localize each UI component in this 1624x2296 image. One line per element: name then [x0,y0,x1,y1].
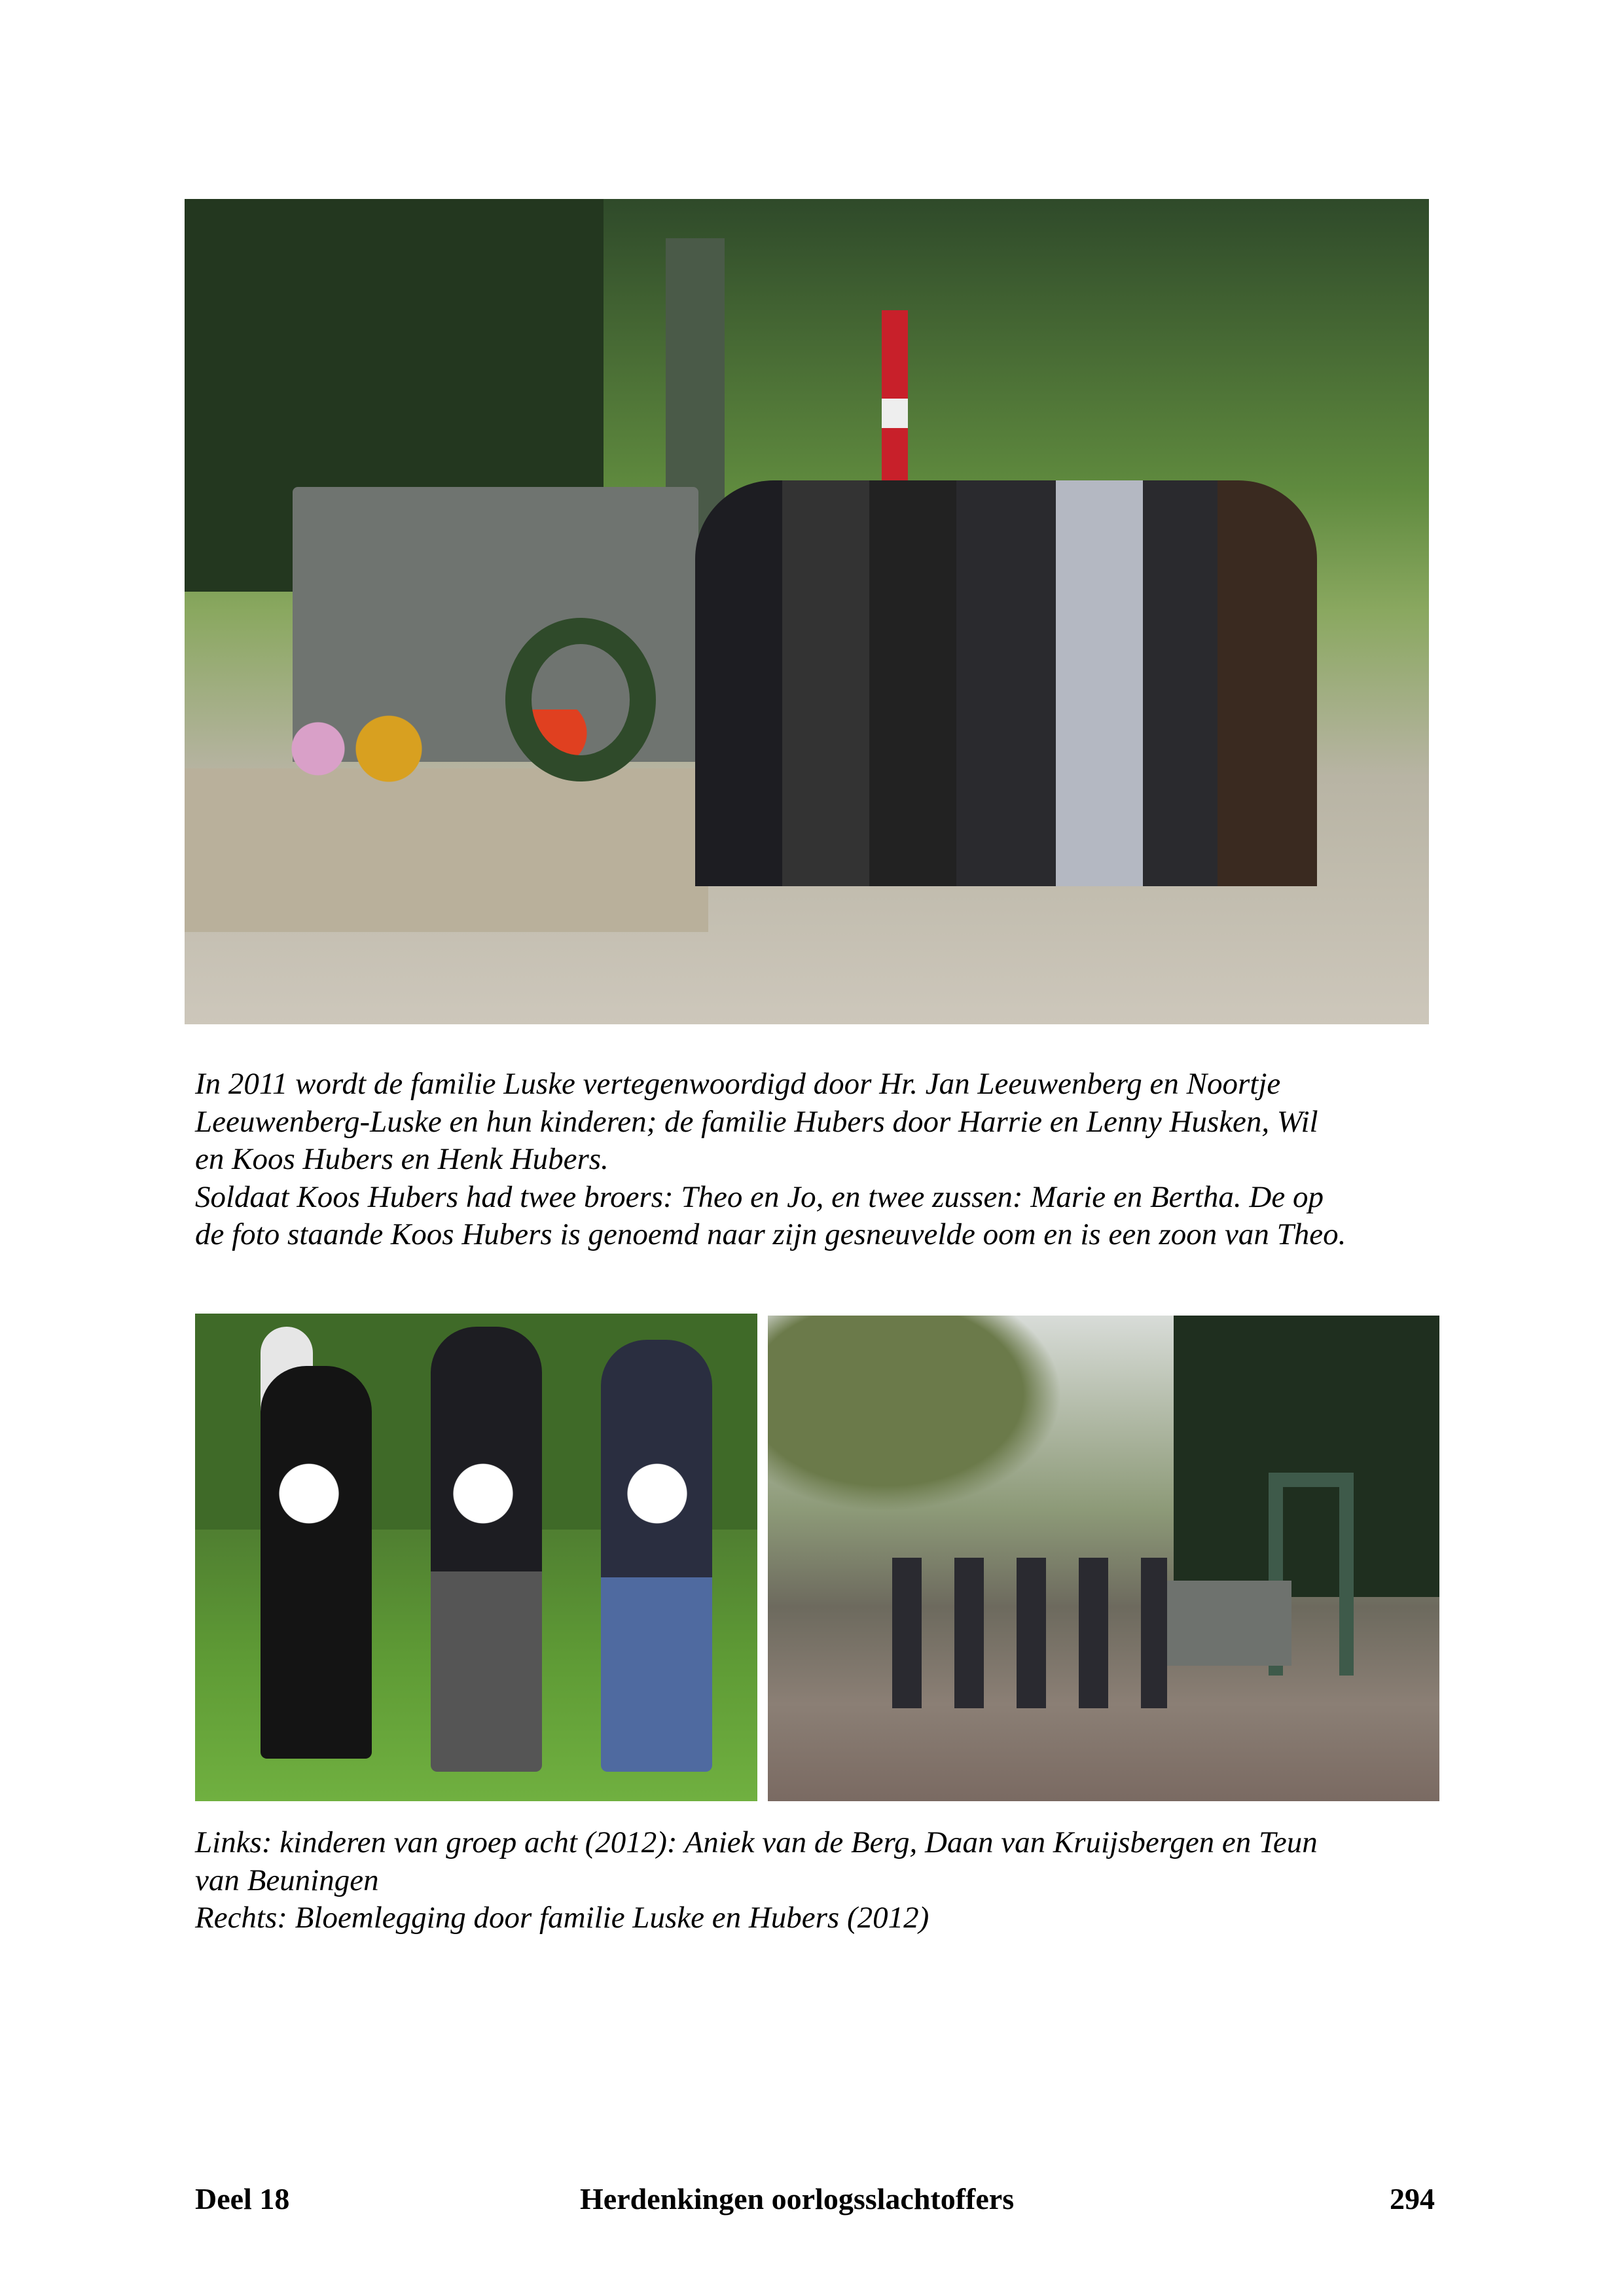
bouquets [234,1451,732,1536]
caption-line: In 2011 wordt de familie Luske vertegenwoordigd door Hr. Jan Leeuwenberg en Noortje [195,1067,1281,1101]
wreath [505,618,656,781]
footer-part: Deel 18 [195,2182,290,2215]
child-1 [261,1366,372,1759]
child-2 [431,1327,542,1772]
caption-line: Soldaat Koos Hubers had twee broers: Theo en Jo, en twee zussen: Marie en Bertha. De op [195,1179,1324,1214]
caption-line: Rechts: Bloemlegging door familie Luske en Hubers (2012) [195,1901,929,1935]
caption-bottom [195,1824,1318,1937]
caption-line: de foto staande Koos Hubers is genoemd naar zijn gesneuvelde oom en is een zoon van Theo. [195,1217,1346,1251]
caption-line: Leeuwenberg-Luske en hun kinderen; de familie Hubers door Harrie en Lenny Husken, Wil [195,1104,1318,1139]
stone-base [185,768,708,932]
tree-left [768,1316,1062,1512]
photo-children-flowers [195,1314,757,1801]
caption-main [195,1066,1346,1254]
photo-flower-laying [768,1316,1439,1801]
footer-title: Herdenkingen oorlogsslachtoffers [580,2182,1015,2215]
caption-line: en Koos Hubers en Henk Hubers. [195,1142,609,1176]
people [892,1558,1167,1708]
page-number: 294 [1390,2182,1435,2215]
flag [882,310,908,507]
caption-line: Links: kinderen van groep acht (2012): Aniek van de Berg, Daan van Kruijsbergen en Teun [195,1825,1318,1859]
people-group [695,480,1317,886]
caption-line: van Beuningen [195,1863,379,1897]
monument-stone [1161,1581,1291,1666]
child-3 [601,1340,712,1772]
photo-memorial-group [185,199,1429,1024]
